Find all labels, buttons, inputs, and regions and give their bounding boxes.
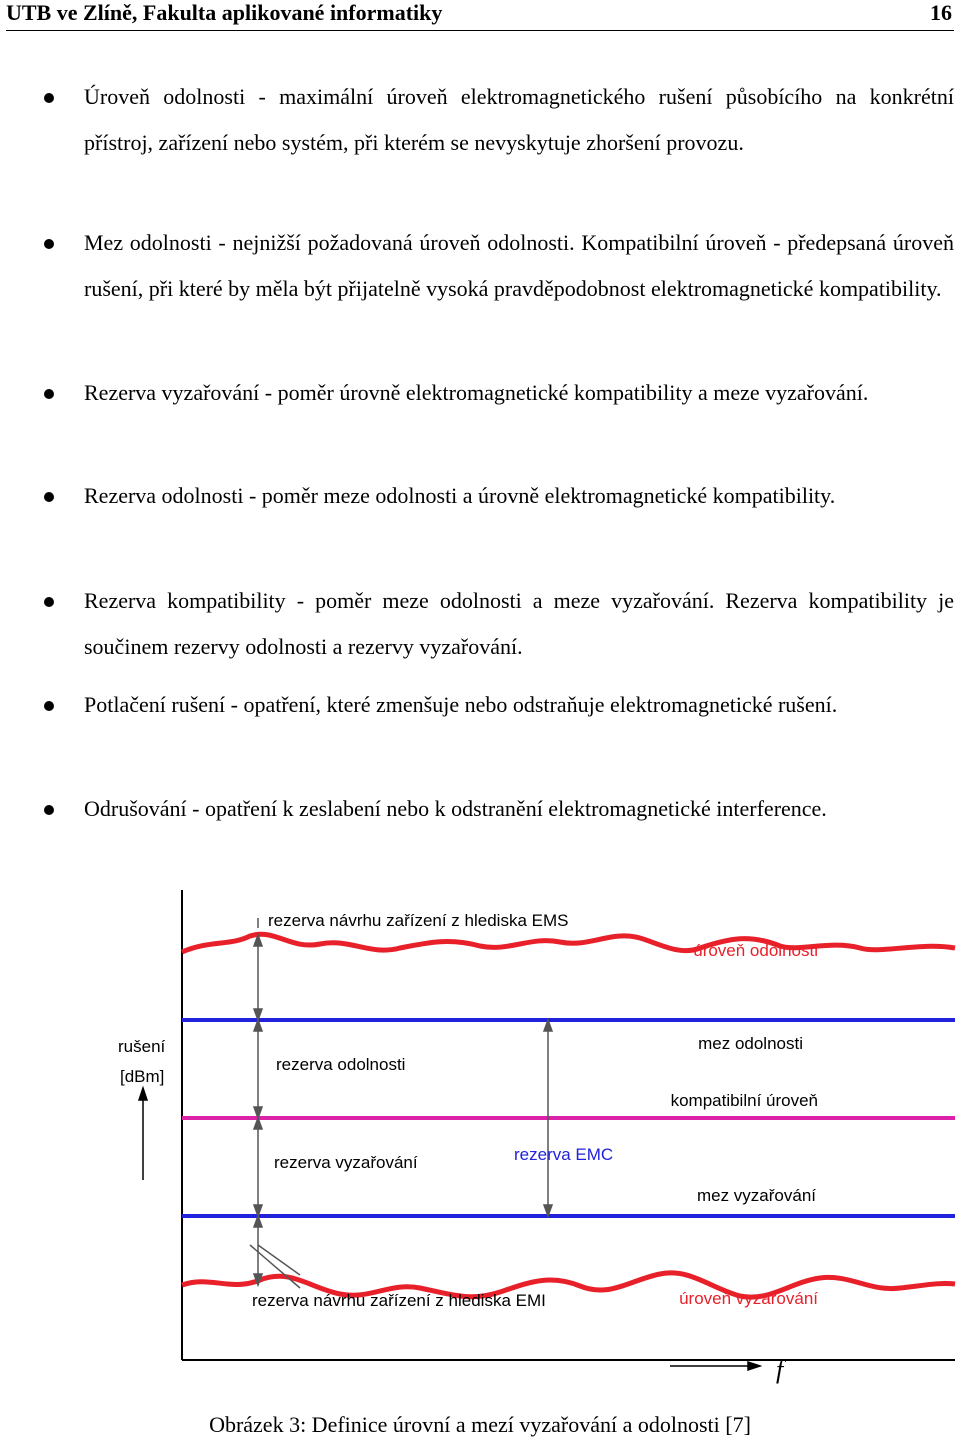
- bullet-dot: [44, 492, 54, 502]
- bullet-item-rezerva-odolnosti: Rezerva odolnosti - poměr meze odolnosti a úrovně elektromagnetické kompatibility.: [84, 483, 836, 508]
- immunity-limit-label: mez odolnosti: [698, 1034, 803, 1053]
- emission-margin-label: rezerva vyzařování: [274, 1153, 418, 1172]
- immunity-level-curve: [182, 934, 955, 952]
- bullet-dot: [44, 389, 54, 399]
- page-header: [6, 0, 954, 31]
- emc-levels-diagram: [0, 890, 960, 1395]
- y-axis-label-line2: [dBm]: [120, 1067, 165, 1086]
- y-axis-label-line1: rušení: [118, 1037, 166, 1056]
- compatibility-level-label: kompatibilní úroveň: [670, 1091, 818, 1110]
- header-title: UTB ve Zlíně, Fakulta aplikované informatiky: [6, 0, 443, 25]
- immunity-level-label: úroveň odolnosti: [693, 941, 818, 960]
- page-number: 16: [930, 0, 952, 25]
- ems-margin-label: rezerva návrhu zařízení z hlediska EMS: [268, 911, 569, 930]
- bullet-dot: [44, 597, 54, 607]
- emission-level-label: úroveň vyzařování: [679, 1289, 818, 1308]
- bullet-dot: [44, 239, 54, 249]
- bullet-item-odrusovani: Odrušování - opatření k zeslabení nebo k odstranění elektromagnetické interference.: [84, 796, 827, 821]
- x-axis-label: f: [776, 1355, 784, 1384]
- bullet-item-mez-odolnosti: Mez odolnosti - nejnižší požadovaná úroveň odolnosti. Kompatibilní úroveň - předepsaná úroveň rušení, při které by měla být přijatelně vysoká pravděpodobnost elektromagnetické kompatibility.: [84, 230, 954, 301]
- y-axis-arrowhead: [139, 1088, 147, 1100]
- emc-margin-label: rezerva EMC: [514, 1145, 614, 1164]
- bullet-item-rezerva-vyzarovani: Rezerva vyzařování - poměr úrovně elektromagnetické kompatibility a meze vyzařování.: [84, 380, 869, 405]
- bullet-dot: [44, 93, 54, 103]
- emi-margin-label: rezerva návrhu zařízení z hlediska EMI: [252, 1291, 546, 1310]
- bullet-item-potlaceni-ruseni: Potlačení rušení - opatření, které zmenšuje nebo odstraňuje elektromagnetické rušení.: [84, 692, 838, 717]
- bullet-item-uroven-odolnosti: Úroveň odolnosti - maximální úroveň elektromagnetického rušení působícího na konkrétní přístroj, zařízení nebo systém, při kterém se nevyskytuje zhoršení provozu.: [84, 84, 954, 155]
- x-axis-arrowhead: [748, 1362, 760, 1370]
- bullet-item-rezerva-kompatibility: Rezerva kompatibility - poměr meze odolnosti a meze vyzařování. Rezerva kompatibility je součinem rezervy odolnosti a rezervy vyzařování.: [84, 588, 954, 659]
- immunity-margin-label: rezerva odolnosti: [276, 1055, 406, 1074]
- figure-caption: Obrázek 3: Definice úrovní a mezí vyzařování a odolnosti [7]: [209, 1412, 751, 1437]
- emission-limit-label: mez vyzařování: [696, 1186, 816, 1205]
- bullet-dot: [44, 805, 54, 815]
- bullet-dot: [44, 701, 54, 711]
